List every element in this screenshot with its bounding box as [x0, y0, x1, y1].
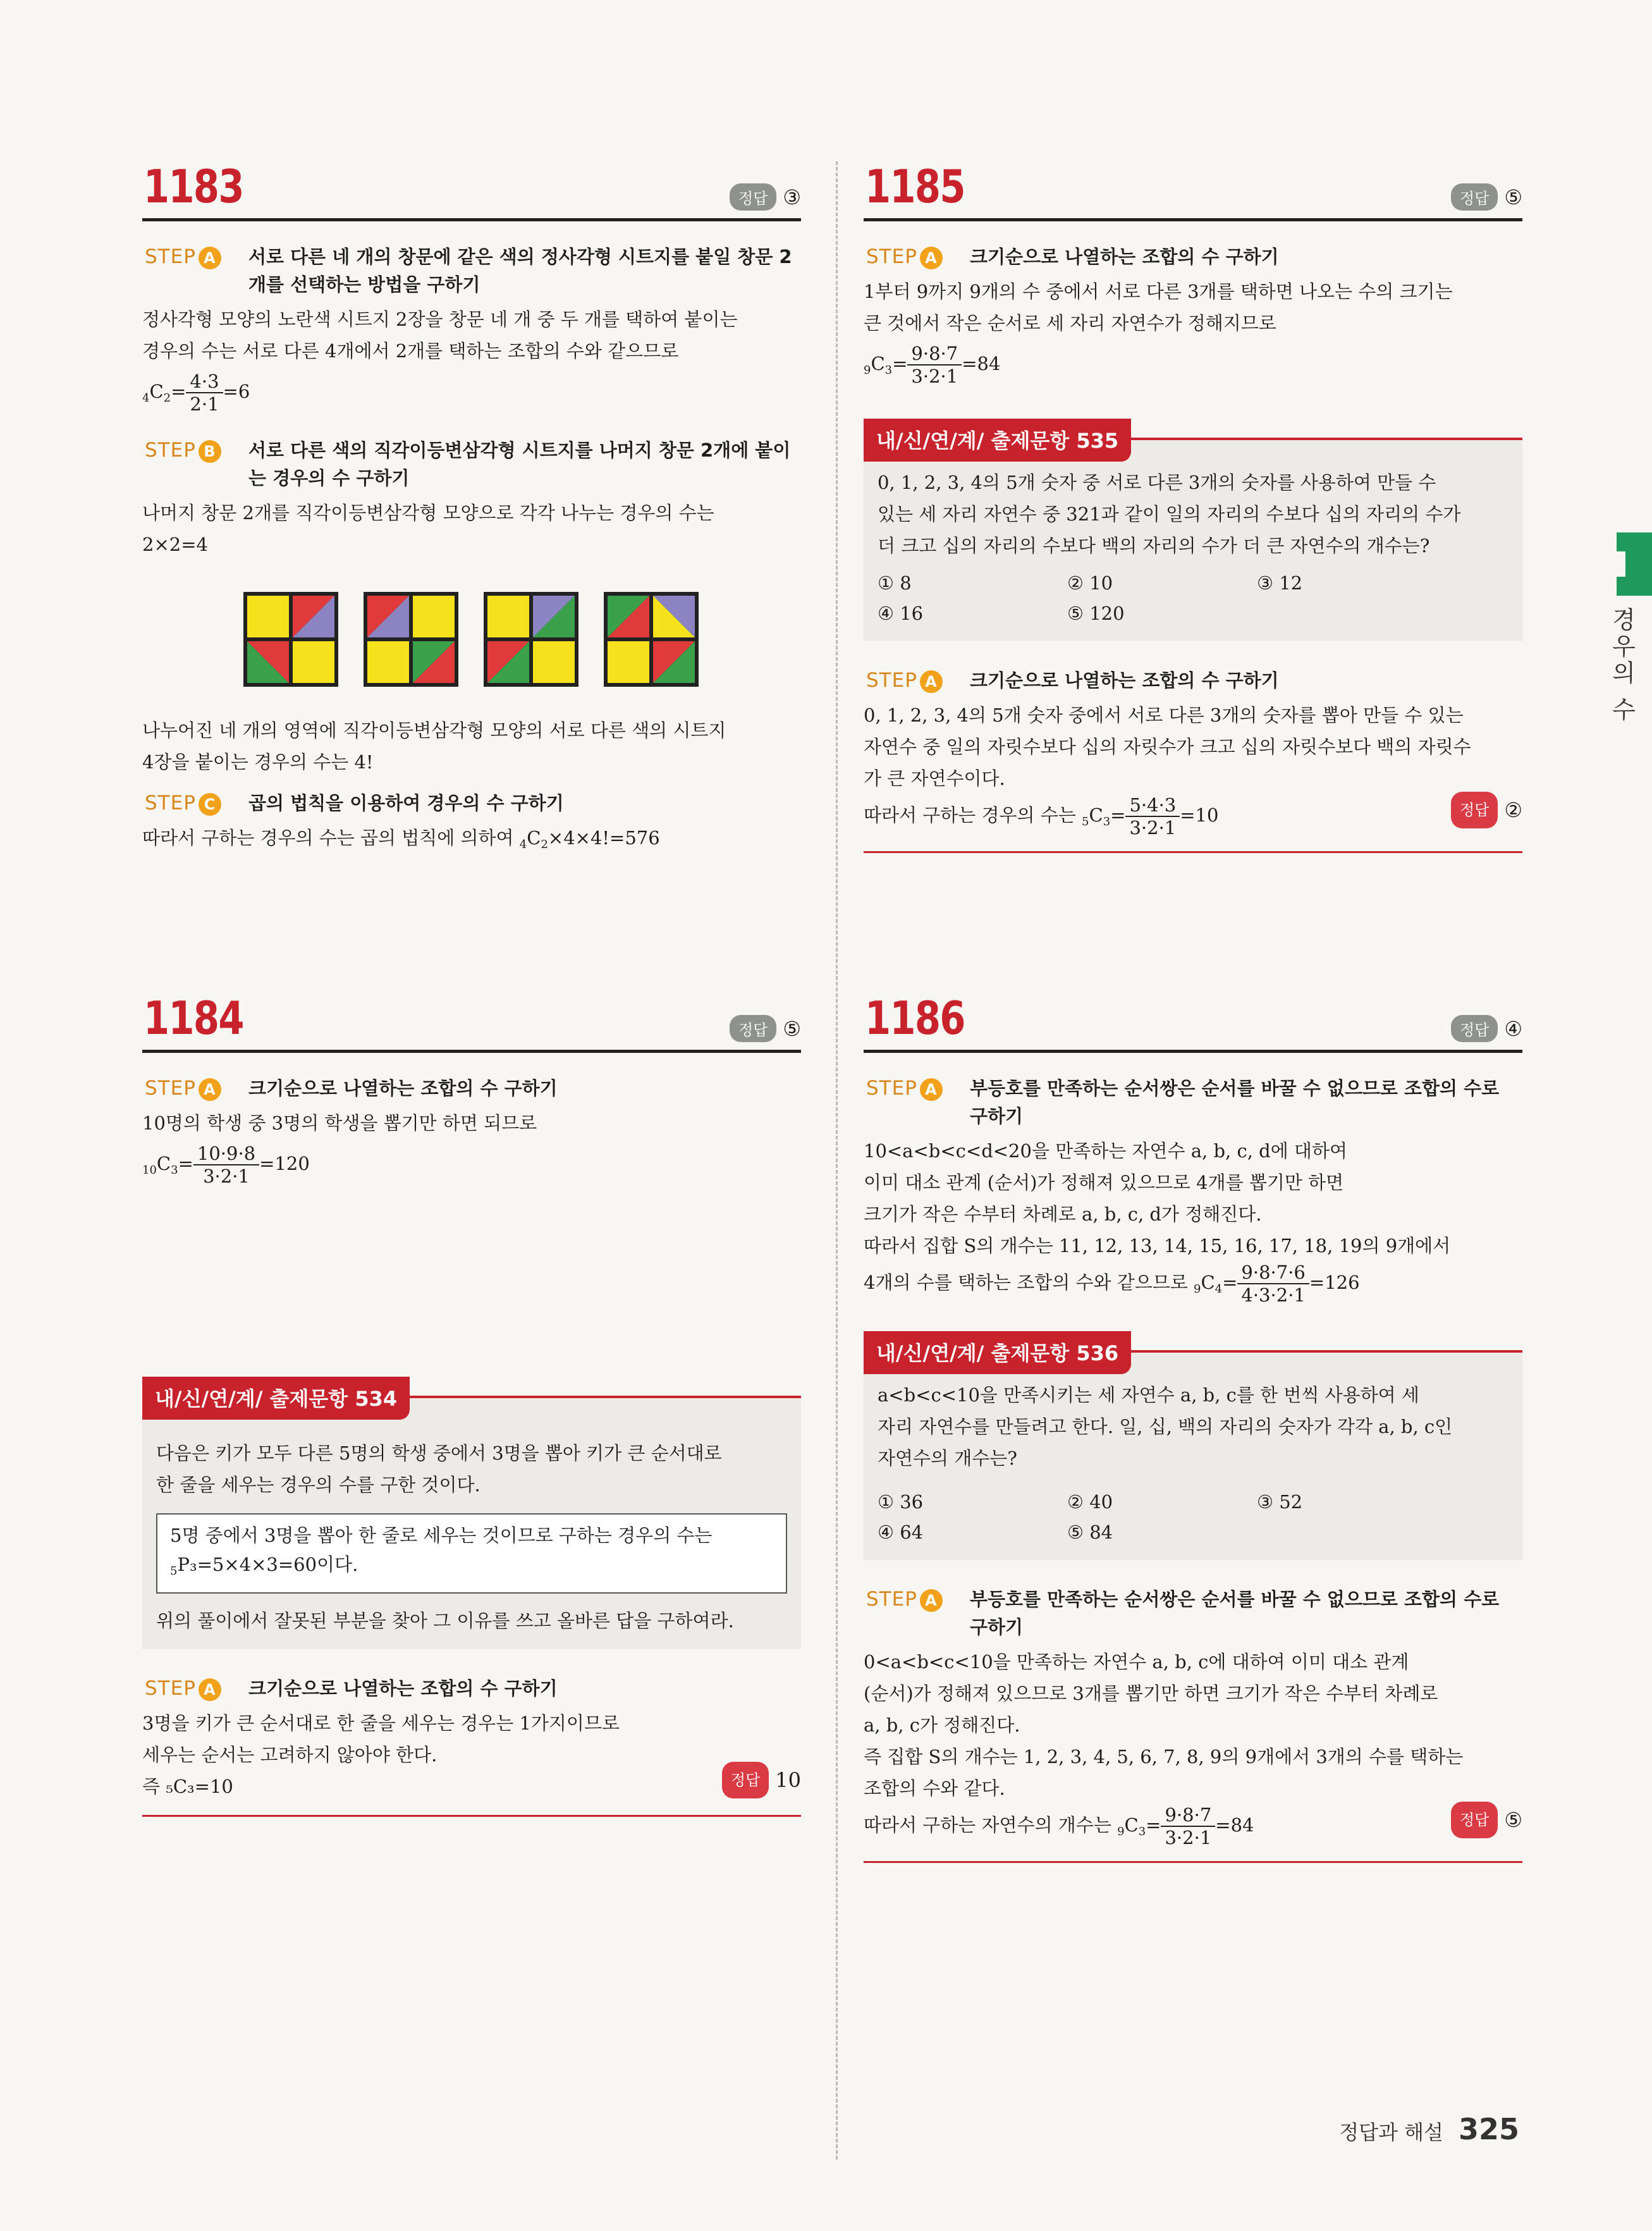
step-a — [142, 1074, 801, 1102]
solution-line: 5명 중에서 3명을 뽑아 한 줄로 세우는 것이므로 구하는 경우의 수는 — [170, 1525, 713, 1546]
answer-indicator — [722, 1762, 801, 1798]
step-tag: STEP A — [866, 243, 943, 271]
body-line: 가 큰 자연수이다. — [864, 768, 1005, 789]
step-a-2-body — [864, 1646, 1522, 1848]
choice-2[interactable]: ② 10 — [1067, 572, 1113, 594]
choice-2[interactable]: ② 40 — [1067, 1491, 1113, 1513]
answer-indicator — [730, 183, 801, 211]
problem-1184 — [142, 993, 801, 1817]
combination-n: 10 — [142, 1164, 157, 1177]
denominator: 2·1 — [190, 393, 219, 415]
fraction — [1161, 1804, 1215, 1848]
given-solution-box — [156, 1513, 787, 1594]
problem-1185 — [864, 161, 1522, 853]
window-figure-4 — [604, 592, 699, 687]
choice-3[interactable]: ③ 12 — [1257, 572, 1303, 594]
page-footer — [1339, 2112, 1519, 2146]
body-line: 3명을 키가 큰 순서대로 한 줄을 세우는 경우는 1가지이므로 — [142, 1712, 620, 1734]
window-sticker-figures — [243, 592, 801, 687]
window-figure-1 — [243, 592, 338, 687]
question-line: 자연수의 개수는? — [878, 1447, 1017, 1469]
equation: $_9C_3=$ $\frac{9\cdot 8\cdot 7}{3\cdot 2\cdot 1}$ =84 — [864, 343, 1001, 387]
question-line: 0, 1, 2, 3, 4의 5개 숫자 중 서로 다른 3개의 숫자를 사용하여 만들 수 — [878, 472, 1436, 493]
step-a-2-body — [142, 1707, 801, 1802]
choice-5[interactable]: ⑤ 84 — [1067, 1521, 1113, 1543]
box-label: 내/신/연/계/ 출제문항 535 — [864, 419, 1131, 462]
combination-r: 3 — [884, 364, 893, 377]
problem-header — [864, 161, 1522, 221]
step-badge-a: A — [199, 1678, 221, 1701]
problem-number: 1183 — [144, 160, 243, 213]
step-badge-a: A — [920, 670, 943, 693]
body-line: 조합의 수와 같다. — [864, 1778, 1005, 1799]
step-c — [142, 789, 801, 817]
body-line: 0<a<b<c<10을 만족하는 자연수 a, b, c에 대하여 이미 대소 관계 — [864, 1651, 1409, 1673]
body-line: 10명의 학생 중 3명의 학생을 뽑기만 하면 되므로 — [142, 1112, 537, 1134]
problem-number: 1184 — [144, 992, 243, 1045]
step-a-body — [142, 1107, 801, 1139]
step-a — [864, 243, 1522, 271]
solution-line: $_5$P₃=5×4×3=60이다. — [170, 1554, 358, 1578]
step-tag: STEP A — [145, 1074, 221, 1102]
choice-1[interactable]: ① 8 — [878, 572, 912, 594]
step-tag: STEP A — [866, 1585, 943, 1613]
fraction — [186, 371, 223, 415]
fraction — [907, 343, 962, 387]
question-line: 자리 자연수를 만들려고 한다. 일, 십, 백의 자리의 숫자가 각각 a, b, c인 — [878, 1416, 1453, 1437]
numerator: 10·9·8 — [193, 1143, 259, 1165]
after-figure-text — [142, 715, 801, 778]
fraction — [193, 1143, 259, 1187]
equation: $_4C_2=$ $\frac{4\cdot 3}{2\cdot 1}$ =6 — [142, 371, 250, 415]
answer-value: ④ — [1504, 1016, 1522, 1041]
body-line: 따라서 구하는 자연수의 개수는 $_9C_3=$ $\frac{9\cdot 8\cdot 7}{3\cdot 2\cdot 1}$ =84 — [864, 1804, 1254, 1848]
answer-indicator — [1451, 792, 1522, 828]
body-line: 이미 대소 관계 (순서)가 정해져 있으므로 4개를 뽑기만 하면 — [864, 1172, 1344, 1193]
step-tag: STEP A — [866, 1074, 943, 1102]
step-a-2 — [864, 1585, 1522, 1641]
step-badge-a: A — [199, 247, 221, 269]
answer-indicator — [1451, 183, 1522, 211]
body-line: 따라서 집합 S의 개수는 11, 12, 13, 14, 15, 16, 17, 18, 19의 9개에서 — [864, 1235, 1451, 1257]
step-a-2-body — [864, 699, 1522, 839]
step-badge-a: A — [920, 247, 943, 269]
problem-number: 1186 — [865, 992, 965, 1045]
step-b-body — [142, 497, 801, 560]
step-tag: STEP A — [866, 667, 943, 694]
problem-number: 1185 — [865, 160, 965, 213]
step-a-2 — [864, 667, 1522, 694]
step-badge-a: A — [199, 1078, 221, 1101]
section-end-line — [864, 851, 1522, 853]
question-line: 더 크고 십의 자리의 수보다 백의 자리의 수가 더 큰 자연수의 개수는? — [878, 535, 1430, 556]
denominator: 3·2·1 — [203, 1165, 250, 1187]
step-title: 크기순으로 나열하는 조합의 수 구하기 — [248, 1678, 558, 1699]
answer-label: 정답 — [730, 183, 776, 211]
linked-problem-536 — [864, 1341, 1522, 1560]
choice-4[interactable]: ④ 64 — [878, 1521, 924, 1543]
numerator: 9·8·7 — [907, 343, 962, 366]
step-tag: STEP C — [145, 789, 221, 817]
step-badge-a: A — [920, 1589, 943, 1612]
equation: $_{10}C_3=$ $\frac{10\cdot 9\cdot 8}{3\cdot 2\cdot 1}$ =120 — [142, 1143, 310, 1187]
body-line: 0, 1, 2, 3, 4의 5개 숫자 중에서 서로 다른 3개의 숫자를 뽑아 만들 수 있는 — [864, 704, 1464, 726]
step-a-body — [142, 304, 801, 367]
linked-problem-535 — [864, 429, 1522, 641]
body-line: 4장을 붙이는 경우의 수는 4! — [142, 751, 374, 773]
step-title: 부등호를 만족하는 순서쌍은 순서를 바꿀 수 없으므로 조합의 수로 구하기 — [970, 1078, 1500, 1127]
combination-n: 4 — [142, 391, 150, 405]
step-a-body — [864, 1135, 1522, 1306]
choice-1[interactable]: ① 36 — [878, 1491, 924, 1513]
box-label: 내/신/연/계/ 출제문항 534 — [142, 1377, 410, 1420]
numerator: 9·8·7 — [1161, 1804, 1215, 1827]
answer-choices — [878, 1487, 1508, 1547]
problem-header — [142, 161, 801, 221]
body-line: 4개의 수를 택하는 조합의 수와 같으므로 $_9C_4=$ $\frac{9\cdot 8\cdot 7\cdot 6}{4\cdot 3\cdot 2\cdot 1}$ =126 — [864, 1262, 1360, 1306]
body-line: 크기가 작은 수부터 차례로 a, b, c, d가 정해진다. — [864, 1203, 1262, 1225]
answer-value: ⑤ — [783, 1016, 801, 1041]
chapter-side-label: 경우의 수 — [1608, 607, 1636, 724]
box-question — [156, 1437, 787, 1501]
section-end-line — [864, 1861, 1522, 1863]
body-line: 10<a<b<c<d<20을 만족하는 자연수 a, b, c, d에 대하여 — [864, 1140, 1347, 1162]
step-b — [142, 436, 801, 492]
step-a-body — [864, 276, 1522, 339]
fraction — [1125, 794, 1180, 839]
answer-choices — [878, 568, 1508, 629]
chapter-tab-notch — [1609, 551, 1625, 577]
combination-symbol: C — [149, 381, 164, 402]
combination-n: 9 — [864, 364, 871, 377]
body-line: 나누어진 네 개의 영역에 직각이등변삼각형 모양의 서로 다른 색의 시트지 — [142, 720, 726, 741]
choice-5[interactable]: ⑤ 120 — [1067, 603, 1125, 624]
step-badge-a: A — [920, 1078, 943, 1101]
body-line: 즉 집합 S의 개수는 1, 2, 3, 4, 5, 6, 7, 8, 9의 9개에서 3개의 수를 택하는 — [864, 1746, 1464, 1767]
section-end-line — [142, 1815, 801, 1817]
step-badge-b: B — [199, 440, 221, 463]
body-line: a, b, c가 정해진다. — [864, 1714, 1020, 1736]
column-divider — [836, 161, 838, 2160]
denominator: 4·3·2·1 — [1241, 1284, 1306, 1306]
combination-symbol: C — [871, 353, 885, 374]
question-line: 한 줄을 세우는 경우의 수를 구한 것이다. — [156, 1474, 480, 1496]
step-a — [864, 1074, 1522, 1130]
numerator: 9·8·7·6 — [1237, 1262, 1309, 1284]
answer-label: 정답 — [1451, 183, 1498, 211]
numerator: 5·4·3 — [1125, 794, 1180, 817]
body-line: 정사각형 모양의 노란색 시트지 2장을 창문 네 개 중 두 개를 택하여 붙이는 — [142, 309, 738, 330]
body-line: 나머지 창문 2개를 직각이등변삼각형 모양으로 각각 나누는 경우의 수는 — [142, 502, 714, 524]
step-a-2 — [142, 1675, 801, 1702]
page-number: 325 — [1458, 2112, 1519, 2146]
question-line: 있는 세 자리 자연수 중 321과 같이 일의 자리의 수보다 십의 자리의 수가 — [878, 503, 1461, 525]
body-line: 2×2=4 — [142, 534, 208, 555]
denominator: 3·2·1 — [911, 366, 958, 387]
answer-indicator — [1451, 1015, 1522, 1042]
combination-symbol: C — [156, 1153, 171, 1174]
window-figure-2 — [364, 592, 458, 687]
step-title: 곱의 법칙을 이용하여 경우의 수 구하기 — [248, 792, 564, 814]
body-line: 큰 것에서 작은 순서로 세 자리 자연수가 정해지므로 — [864, 312, 1276, 334]
box-label: 내/신/연/계/ 출제문항 536 — [864, 1331, 1131, 1374]
step-title: 크기순으로 나열하는 조합의 수 구하기 — [970, 246, 1279, 267]
answer-value: ③ — [783, 185, 801, 209]
problem-header — [142, 993, 801, 1053]
step-badge-c: C — [199, 793, 221, 816]
choice-4[interactable]: ④ 16 — [878, 603, 924, 624]
answer-label: 정답 — [1451, 792, 1498, 828]
problem-1186 — [864, 993, 1522, 1863]
step-tag: STEP B — [145, 436, 221, 464]
problem-1183 — [142, 161, 801, 861]
answer-value: 10 — [775, 1768, 801, 1792]
combination-r: 3 — [171, 1164, 178, 1177]
choice-3[interactable]: ③ 52 — [1257, 1491, 1303, 1513]
step-title: 크기순으로 나열하는 조합의 수 구하기 — [248, 1078, 558, 1099]
denominator: 3·2·1 — [1165, 1827, 1212, 1848]
body-line: 세우는 순서는 고려하지 않아야 한다. — [142, 1744, 437, 1766]
answer-label: 정답 — [1451, 1015, 1498, 1042]
step-a — [142, 243, 801, 298]
answer-value: ② — [1504, 798, 1522, 822]
body-line: 경우의 수는 서로 다른 4개에서 2개를 택하는 조합의 수와 같으므로 — [142, 340, 679, 362]
step-title: 서로 다른 색의 직각이등변삼각형 시트지를 나머지 창문 2개에 붙이는 경우의 수 구하기 — [248, 439, 791, 489]
box-question — [878, 1379, 1508, 1474]
body-line: 따라서 구하는 경우의 수는 $_5C_3=$ $\frac{5\cdot 4\cdot 3}{3\cdot 2\cdot 1}$ =10 — [864, 794, 1219, 839]
fraction — [1237, 1262, 1309, 1306]
step-tag: STEP A — [145, 1675, 221, 1702]
body-line: (순서)가 정해져 있으므로 3개를 뽑기만 하면 크기가 작은 수부터 차례로 — [864, 1683, 1438, 1704]
problem-header — [864, 993, 1522, 1053]
step-c-body — [142, 822, 801, 861]
linked-problem-534 — [142, 1387, 801, 1649]
body-line: 따라서 구하는 경우의 수는 곱의 법칙에 의하여 $_4C_2\times 4\times 4!=576$ — [142, 827, 660, 851]
answer-value: ⑤ — [1504, 1808, 1522, 1832]
combination-r: 2 — [163, 391, 171, 405]
step-title: 부등호를 만족하는 순서쌍은 순서를 바꿀 수 없으므로 조합의 수로 구하기 — [970, 1589, 1500, 1638]
body-line: 1부터 9까지 9개의 수 중에서 서로 다른 3개를 택하면 나오는 수의 크기는 — [864, 281, 1453, 302]
answer-indicator — [730, 1015, 801, 1042]
result: =6 — [223, 381, 250, 402]
numerator: 4·3 — [186, 371, 223, 393]
step-title: 서로 다른 네 개의 창문에 같은 색의 정사각형 시트지를 붙일 창문 2개를 선택하는 방법을 구하기 — [248, 246, 792, 295]
body-line: 즉 ₅C₃=10 — [142, 1776, 233, 1797]
result: =84 — [962, 353, 1001, 374]
box-question: 위의 풀이에서 잘못된 부분을 찾아 그 이유를 쓰고 올바른 답을 구하여라. — [156, 1610, 734, 1632]
question-line: 다음은 키가 모두 다른 5명의 학생 중에서 3명을 뽑아 키가 큰 순서대로 — [156, 1442, 722, 1464]
answer-label: 정답 — [1451, 1802, 1498, 1838]
result: =120 — [259, 1153, 310, 1174]
denominator: 3·2·1 — [1129, 817, 1177, 839]
answer-label: 정답 — [730, 1015, 776, 1042]
answer-indicator — [1451, 1802, 1522, 1838]
box-question — [878, 467, 1508, 562]
question-line: a<b<c<10을 만족시키는 세 자연수 a, b, c를 한 번씩 사용하여 세 — [878, 1384, 1419, 1406]
step-tag: STEP A — [145, 243, 221, 271]
answer-label: 정답 — [722, 1762, 769, 1798]
body-line: 자연수 중 일의 자릿수보다 십의 자릿수가 크고 십의 자릿수보다 백의 자릿수 — [864, 736, 1471, 758]
window-figure-3 — [484, 592, 578, 687]
answer-value: ⑤ — [1504, 185, 1522, 209]
footer-label: 정답과 해설 — [1339, 2120, 1443, 2144]
step-title: 크기순으로 나열하는 조합의 수 구하기 — [970, 670, 1279, 691]
